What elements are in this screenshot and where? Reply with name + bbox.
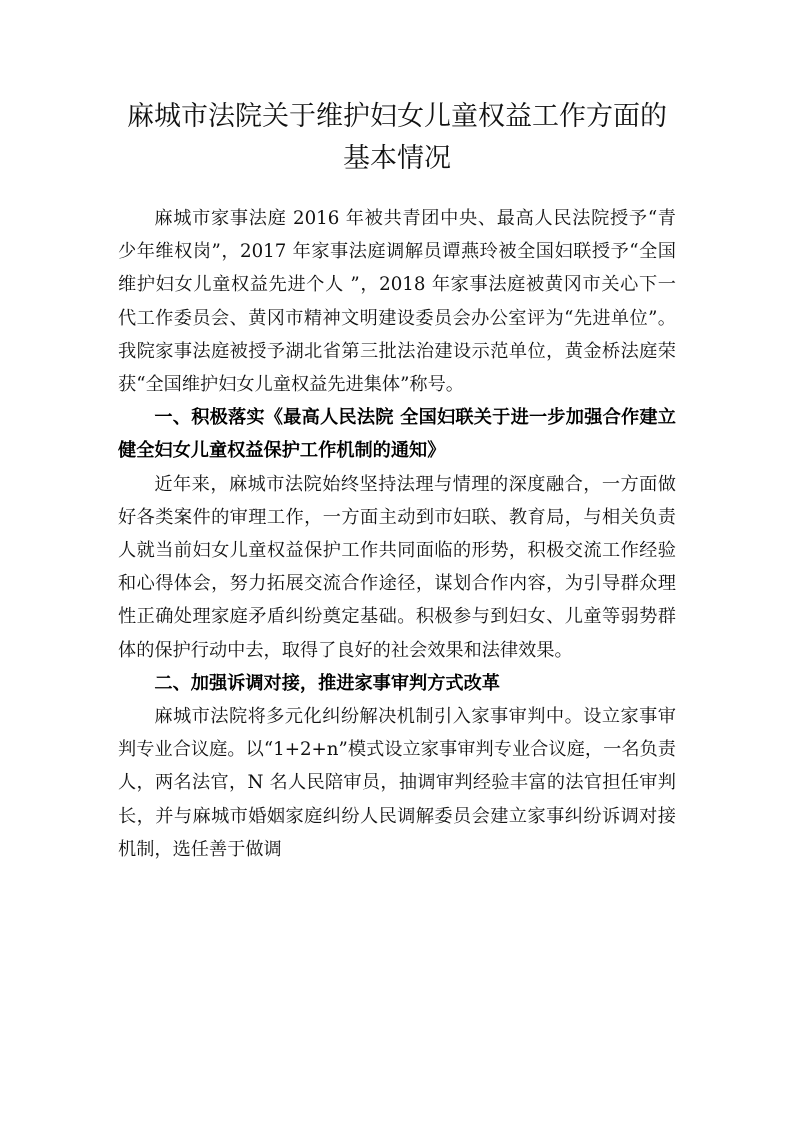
section-2-paragraph: 麻城市法院将多元化纠纷解决机制引入家事审判中。设立家事审判专业合议庭。以“1+2+n”模式设立家事审判专业合议庭，一名负责人，两名法官，N 名人民陪审员，抽调审判经验丰富的法官担任审判长，并与麻城市婚姻家庭纠纷人民调解委员会建立家事纠纷诉调对接机制，选任善于做调	[118, 706, 676, 860]
section-heading-1: 一、积极落实《最高人民法院 全国妇联关于进一步加强合作建立健全妇女儿童权益保护工作机制的通知》	[118, 407, 676, 462]
document-title: 麻城市法院关于维护妇女儿童权益工作方面的基本情况	[127, 101, 667, 174]
document-body	[118, 202, 676, 866]
section-heading-2: 二、加强诉调对接，推进家事审判方式改革	[154, 672, 500, 694]
intro-paragraph: 麻城市家事法庭 2016 年被共青团中央、最高人民法院授予“青少年维权岗”，2017 年家事法庭调解员谭燕玲被全国妇联授予“全国维护妇女儿童权益先进个人 ”，2018 年家事法庭被黄冈市关心下一代工作委员会、黄冈市精神文明建设委员会办公室评为“先进单位”。我院家事法庭被授予湖北省第三批法治建设示范单位，黄金桥法庭荣获“全国维护妇女儿童权益先进集体”称号。	[118, 208, 676, 396]
section-1-paragraph: 近年来，麻城市法院始终坚持法理与情理的深度融合，一方面做好各类案件的审理工作，一方面主动到市妇联、教育局，与相关负责人就当前妇女儿童权益保护工作共同面临的形势，积极交流工作经验和心得体会，努力拓展交流合作途径，谋划合作内容，为引导群众理性正确处理家庭矛盾纠纷奠定基础。积极参与到妇女、儿童等弱势群体的保护行动中去，取得了良好的社会效果和法律效果。	[118, 473, 676, 661]
